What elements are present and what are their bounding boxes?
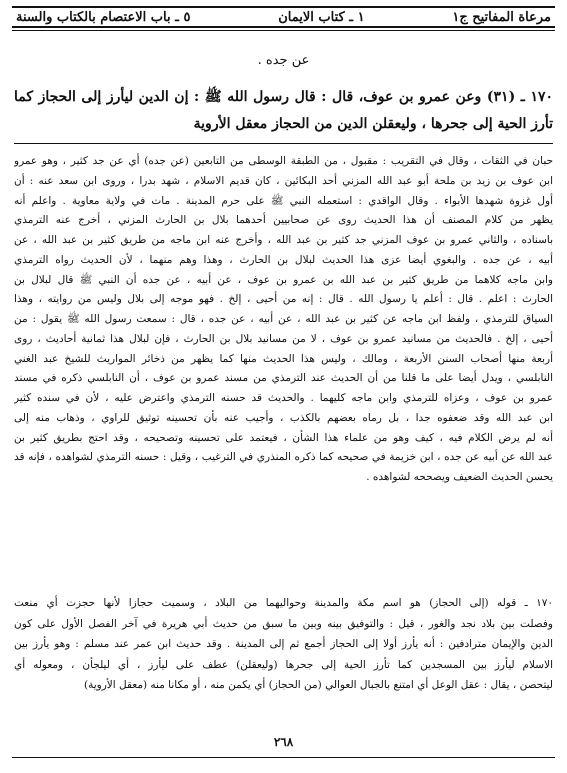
page-number: ٢٦٨ — [273, 735, 294, 749]
commentary-line: أول غزوة شهدها الأبواء . وقال الواقدي : استعمله النبي ﷺ على حرم المدينة . مات في ولاية معاوية . واعلم أنه — [14, 194, 553, 207]
commentary-line: أحيى ، إلخ . فالحديث من مسانيد عمرو بن عوف ، لا من مسانيد بلال بن الحارث ، فإن لبلال هذا ثمانية أحاديث ، روى — [14, 332, 553, 345]
header-rule — [12, 30, 555, 31]
note-line: ١٧٠ ـ قوله (إلى الحجاز) هو اسم مكة والمدينة وحواليهما من البلاد ، وسميت حجازا لأنها حجزت أي منعت — [14, 597, 553, 609]
header-book-title: مرعاة المفاتيح ج١ — [452, 9, 551, 25]
section-divider — [14, 143, 553, 144]
header-section-title: ٥ ـ باب الاعتصام بالكتاب والسنة — [16, 9, 191, 25]
note-line: الدين والإيمان مترادفين : أنه يأرز أولا إلى الحجاز أجمع ثم إلى المدينة . وقد حديث ابن عمر عند مسلم : وهو يأرز بين — [14, 638, 553, 650]
commentary-line: أربعة منها أصحاب السنن الأربعة ، ومالك ، وليس هذا الحديث منها كما يظهر من ذخائر المواريث للشيخ عبد الغني — [14, 352, 553, 365]
header-chapter-title: ١ ـ كتاب الايمان — [278, 9, 365, 25]
note-line: ليتحصن ، يقال : عقل الوعل أي امتنع بالجبال العوالي (من الحجاز) أي يكمن منه ، أو مكانا منه (معقل الأروية) — [84, 679, 553, 691]
hadith-line: تأرز الحية إلى جحرها ، وليعقلن الدين من الحجاز معقل الأروية — [193, 116, 553, 132]
commentary-line: عمرو بن عوف ، وعزاه للترمذي وابن ماجه كليهما . والحديث قد حسنه الترمذي واعترض عليه ، لأن في سنده كثير — [14, 392, 553, 404]
commentary-line: عبد الله عن أبيه عن جده ، ابن خزيمة في صحيحه كما ذكره المنذري في الترغيب ، وقيل : حسنه الترمذي لشواهده ، فإنه قد — [14, 451, 553, 464]
commentary-block — [14, 152, 553, 488]
commentary-line: النابلسي ، ويدل أيضا على ما قلنا من أن الحديث عند الترمذي من مسند عمرو بن عوف ، أن النابلسي ذكره في مسند — [14, 372, 553, 385]
commentary-line: أبيه ، عن جده . والبغوي أيضا عزى هذا الحديث لبلال بن الحارث ، وهذا وهم منهما ، لأن الحديث رواه الترمذي — [14, 253, 553, 266]
note-line: وفصلت بين بلاد نجد والغور ، قيل : والتوفيق بينه وبين ما سبق من حديث أبي هريرة في آخر الفصل الأول على كون — [14, 617, 553, 630]
commentary-line: السياق للترمذي ، ولفظ ابن ماجه عن كثير بن عبد الله ، عن أبيه ، عن جده ، قال : سمعت رسول الله ﷺ يقول : من — [14, 313, 553, 325]
commentary-line: ابن عوف بن زيد بن ملحة أبو عبد الله المزني أحد البكائين ، كان قديم الاسلام ، شهد بدرا ، وروى ابن سعد عنه : أن — [14, 174, 553, 187]
commentary-line: ابن عبد الله وقد ضعفوه جدا ، بل رماه بعضهم بالكذب ، وأجيب عنه بأن تحسينه توثيق للراوي ، وذهاب منه إلى — [14, 411, 553, 424]
commentary-line: حبان في الثقات ، وقال في التقريب : مقبول ، من الطبقة الوسطى من التابعين (عن جده) أي عن جد كثير ، وهو عمرو — [14, 155, 553, 167]
note-line: الاسلام ليأرز بين المسجدين كما تأرز الحية إلى جحرها (وليعقلن) عطف على ليأرز ، أي ليلجأن ، ومعوله أي — [14, 658, 553, 671]
commentary-line: يحسن الحديث الضعيف ويصححه لشواهده . — [366, 471, 553, 483]
commentary-line: الحارث : اعلم . قال : أعلم يا رسول الله . قال : إنه من أحيى ، إلخ . فهو موجه إلى بلال وليس من روايته ، وهذا — [14, 293, 553, 306]
commentary-line: أنه لم يرض الكلام فيه ، كيف وهو من علماء هذا الشأن ، فيعتمد على تحسينه وتصحيحه ، وقد احتج بطريق كثير بن — [14, 431, 553, 444]
commentary-line: يظهر من كلام المصنف أن هذا الحديث روى عن صحابيين أحدهما بلال بن الحارث المزني ، أخرج عنه الترمذي — [14, 214, 553, 227]
hadith-text — [14, 84, 553, 138]
hadith-line: ١٧٠ ـ (٣١) وعن عمرو بن عوف، قال : قال رسول الله ﷺ : إن الدين ليأرز إلى الحجاز كما — [14, 89, 553, 105]
commentary-note-block — [14, 593, 553, 696]
footer-rule — [12, 757, 555, 758]
running-header — [12, 6, 555, 28]
commentary-line: باسناده ، والثاني عمرو بن عوف المزني جد كثير بن عبد الله ، وأخرج عنه ابن ماجه من طريق كثير بن عبد الله ، عن — [14, 234, 553, 246]
commentary-line: وابن ماجه كلاهما من طريق كثير بن عبد الله بن عمرو بن عوف ، عن أبيه ، عن جده أن النبي ﷺ قال لبلال بن — [14, 273, 553, 286]
hadith-preface: عن جده . — [257, 53, 310, 68]
